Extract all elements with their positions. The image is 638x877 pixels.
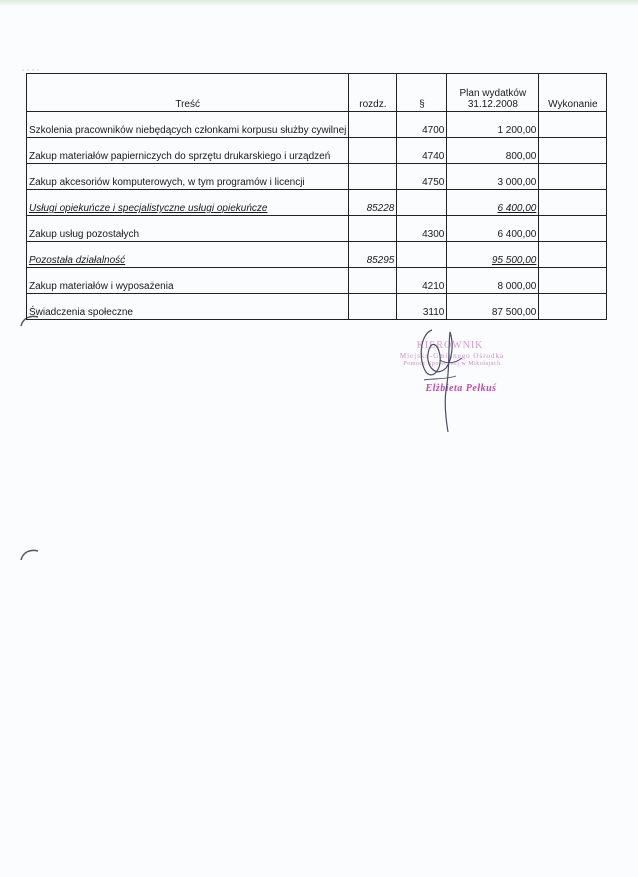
header-rozdz: rozdz. [349,74,397,112]
table-row-section [27,190,607,216]
scan-edge-shade [0,0,638,6]
header-wykonanie: Wykonanie [539,74,607,112]
cell-wykonanie [539,190,607,216]
cell-wykonanie [539,164,607,190]
cell-paragraf [397,242,447,268]
table-row [27,138,607,164]
cell-rozdz [349,164,397,190]
binder-hole-mark-bottom [18,548,42,562]
cell-plan: 6 400,00 [447,190,539,216]
cell-wykonanie [539,242,607,268]
cell-rozdz [349,138,397,164]
header-paragraf: § [397,74,447,112]
section-title: Pozostała działalność [29,255,126,266]
cell-tresc [27,242,349,268]
cell-wykonanie [539,268,607,294]
stamp-institution-location: Pomocy Społecznej w Mikołajach [403,361,501,367]
cell-paragraf: 4700 [397,112,447,138]
header-plan-date: 31.12.2008 [467,99,518,110]
header-plan [447,74,539,112]
cell-paragraf: 4740 [397,138,447,164]
table-row [27,216,607,242]
stamp-institution: Miejsko-Gminnego Ośrodka [399,352,505,360]
cell-tresc: Świadczenia społeczne [27,294,349,320]
stamp-name: Elżbieta Pełkuś [425,383,497,394]
table-header-row [27,74,607,112]
cell-plan: 3 000,00 [447,164,539,190]
cell-plan: 1 200,00 [447,112,539,138]
cell-rozdz [349,112,397,138]
cell-plan: 8 000,00 [447,268,539,294]
table-row-section [27,242,607,268]
cell-rozdz [349,294,397,320]
cell-wykonanie [539,216,607,242]
cell-paragraf [397,190,447,216]
cell-paragraf: 4750 [397,164,447,190]
table-row [27,164,607,190]
cell-paragraf: 3110 [397,294,447,320]
cell-tresc: Zakup usług pozostałych [27,216,349,242]
cell-wykonanie [539,138,607,164]
cell-plan: 6 400,00 [447,216,539,242]
header-plan-title: Plan wydatków [459,88,527,99]
cell-rozdz [349,216,397,242]
table-row [27,112,607,138]
cell-plan: 87 500,00 [447,294,539,320]
cell-wykonanie [539,112,607,138]
budget-table [26,73,607,320]
cell-tresc: Szkolenia pracowników niebędących członkami korpusu służby cywilnej [27,112,349,138]
cell-rozdz: 85228 [349,190,397,216]
cell-tresc [27,190,349,216]
cell-wykonanie [539,294,607,320]
cell-rozdz: 85295 [349,242,397,268]
cell-plan: 95 500,00 [447,242,539,268]
handwritten-signature [410,320,480,435]
cell-tresc: Zakup materiałów i wyposażenia [27,268,349,294]
cell-tresc: Zakup materiałów papierniczych do sprzętu drukarskiego i urządzeń [27,138,349,164]
section-title: Usługi opiekuńcze i specjalistyczne usługi opiekuńcze [29,203,268,214]
cell-paragraf: 4300 [397,216,447,242]
header-tresc: Treść [27,74,349,112]
table-row [27,268,607,294]
cell-tresc: Zakup akcesoriów komputerowych, w tym programów i licencji [27,164,349,190]
cell-paragraf: 4210 [397,268,447,294]
cell-plan: 800,00 [447,138,539,164]
cell-rozdz [349,268,397,294]
stamp-title: KIEROWNIK [416,340,484,351]
table-row [27,294,607,320]
